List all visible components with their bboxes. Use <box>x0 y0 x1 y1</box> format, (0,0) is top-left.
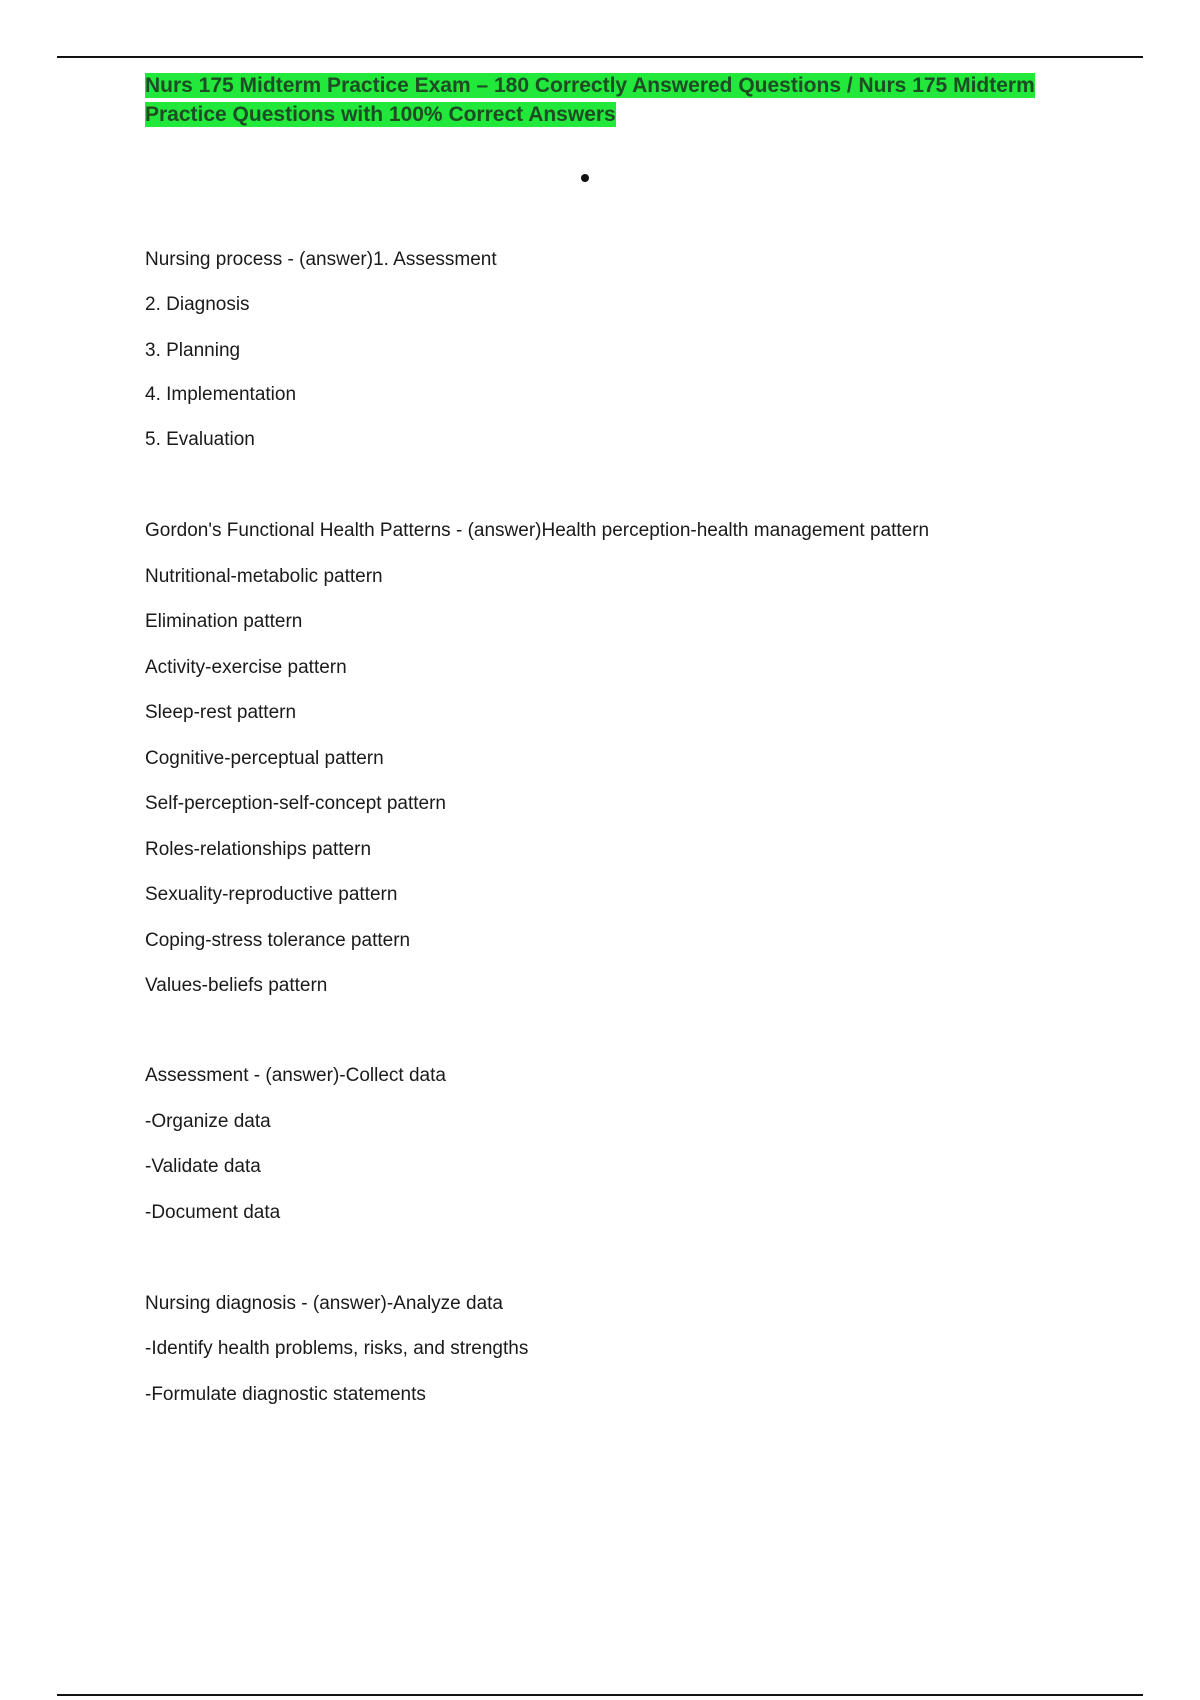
list-item: -Formulate diagnostic statements <box>145 1384 426 1405</box>
list-item: Nutritional-metabolic pattern <box>145 566 383 587</box>
list-item: Self-perception-self-concept pattern <box>145 793 446 814</box>
document-title-highlight: Nurs 175 Midterm Practice Exam – 180 Correctly Answered Questions / Nurs 175 Midterm Practice Questions with 100% Correct Answers <box>145 74 1035 126</box>
list-item: Coping-stress tolerance pattern <box>145 930 411 951</box>
list-item: -Validate data <box>145 1156 261 1177</box>
list-item: -Organize data <box>145 1111 271 1132</box>
list-item: 5. Evaluation <box>145 429 255 450</box>
list-item: Activity-exercise pattern <box>145 657 347 678</box>
list-item: Roles-relationships pattern <box>145 839 372 860</box>
list-item: 4. Implementation <box>145 384 297 405</box>
bullet-icon <box>581 174 589 182</box>
header-rule <box>57 56 1143 58</box>
list-item: Sexuality-reproductive pattern <box>145 884 398 905</box>
list-item: Sleep-rest pattern <box>145 702 297 723</box>
list-item: -Identify health problems, risks, and strengths <box>145 1338 529 1359</box>
list-item: Elimination pattern <box>145 611 303 632</box>
list-item: 2. Diagnosis <box>145 294 250 315</box>
list-item: 3. Planning <box>145 340 241 361</box>
section-nursing-diagnosis-heading: Nursing diagnosis - (answer)-Analyze data <box>145 1293 503 1314</box>
list-item: -Document data <box>145 1202 281 1223</box>
document-title <box>145 72 1105 129</box>
section-nursing-process-heading: Nursing process - (answer)1. Assessment <box>145 249 497 270</box>
footer-rule <box>57 1694 1143 1696</box>
section-assessment-heading: Assessment - (answer)-Collect data <box>145 1065 446 1086</box>
list-item: Values-beliefs pattern <box>145 975 328 996</box>
section-gordons-patterns-heading: Gordon's Functional Health Patterns - (answer)Health perception-health management pattern <box>145 520 930 541</box>
list-item: Cognitive-perceptual pattern <box>145 748 384 769</box>
